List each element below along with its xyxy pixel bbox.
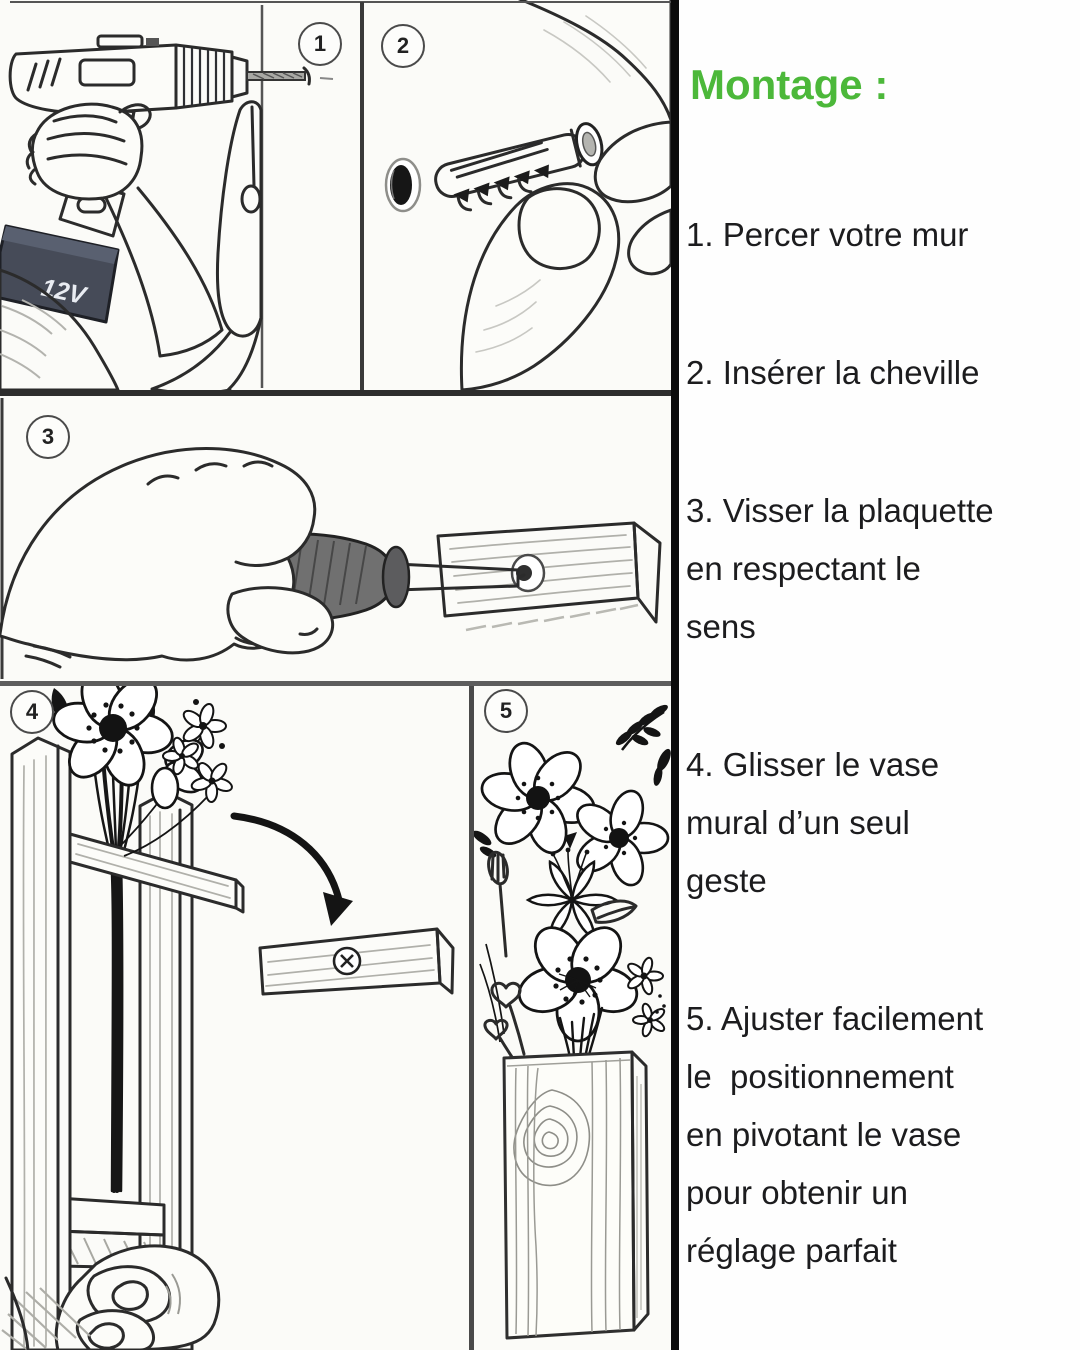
step-badge-3-number: 3 xyxy=(41,424,55,449)
step-badge-4-number: 4 xyxy=(25,699,39,724)
instruction-step-3 xyxy=(686,482,1076,656)
instruction-step-line: 1. Percer votre mur xyxy=(686,216,969,253)
hand-on-wall xyxy=(152,102,261,390)
mounting-plate xyxy=(260,929,453,994)
instruction-step-4 xyxy=(686,736,1076,910)
step-badge-2 xyxy=(381,24,425,68)
battery-voltage-label: 12V xyxy=(38,273,89,311)
instruction-step-line: 2. Insérer la cheville xyxy=(686,354,980,391)
instruction-step-line: mural d’un seul xyxy=(686,804,910,841)
anemone-flower xyxy=(513,918,642,1041)
instruction-step-line: en respectant le xyxy=(686,550,921,587)
wall-hole xyxy=(386,159,420,211)
daisy xyxy=(633,1003,666,1038)
bouquet-illustration xyxy=(474,686,671,1350)
instruction-step-line: 4. Glisser le vase xyxy=(686,746,940,783)
bud xyxy=(486,850,510,956)
panel-step4-slide-vase xyxy=(0,686,469,1350)
panel-step3-screw-plate xyxy=(0,396,671,681)
instruction-step-1 xyxy=(686,206,1076,264)
wood-vase xyxy=(504,1052,648,1338)
divider-row-1-2 xyxy=(0,390,671,396)
instructions-column xyxy=(679,0,1080,1350)
flower-stems xyxy=(92,740,142,1191)
top-border-line xyxy=(10,1,671,3)
instruction-step-line: 3. Visser la plaquette xyxy=(686,492,994,529)
instruction-step-5 xyxy=(686,990,1076,1280)
screwing-hand xyxy=(0,449,333,668)
step-badge-1-number: 1 xyxy=(313,31,327,56)
instruction-step-2 xyxy=(686,344,1076,402)
divider-row-2-3 xyxy=(0,681,671,686)
step-badge-3 xyxy=(26,415,70,459)
instruction-step-line: 5. Ajuster facilement xyxy=(686,1000,984,1037)
main-vertical-divider xyxy=(671,0,679,1350)
instruction-step-line: réglage parfait xyxy=(686,1232,897,1269)
step-badge-5 xyxy=(484,689,528,733)
instruction-step-line: en pivotant le vase xyxy=(686,1116,962,1153)
instruction-step-line: pour obtenir un xyxy=(686,1174,908,1211)
panel-step5-final-vase xyxy=(474,686,671,1350)
steps-list xyxy=(686,206,1076,1350)
wood-plate xyxy=(438,523,660,630)
screwdriver-illustration xyxy=(0,396,671,681)
instruction-step-line: le positionnement xyxy=(686,1058,954,1095)
gripping-hand xyxy=(27,104,222,356)
holding-hand xyxy=(461,0,671,390)
divider-panels-1-2 xyxy=(360,2,364,390)
anemone-flower xyxy=(479,738,598,858)
vase-mounting-illustration xyxy=(0,686,469,1350)
step-badge-1 xyxy=(298,22,342,66)
montage-title: Montage : xyxy=(690,61,889,108)
instruction-step-line: geste xyxy=(686,862,767,899)
step-badge-5-number: 5 xyxy=(499,698,513,723)
motion-arrow-icon xyxy=(234,816,353,926)
divider-panels-4-5 xyxy=(469,686,474,1350)
instruction-step-line: sens xyxy=(686,608,756,645)
step-badge-4 xyxy=(10,690,54,734)
step-badge-2-number: 2 xyxy=(396,33,410,58)
